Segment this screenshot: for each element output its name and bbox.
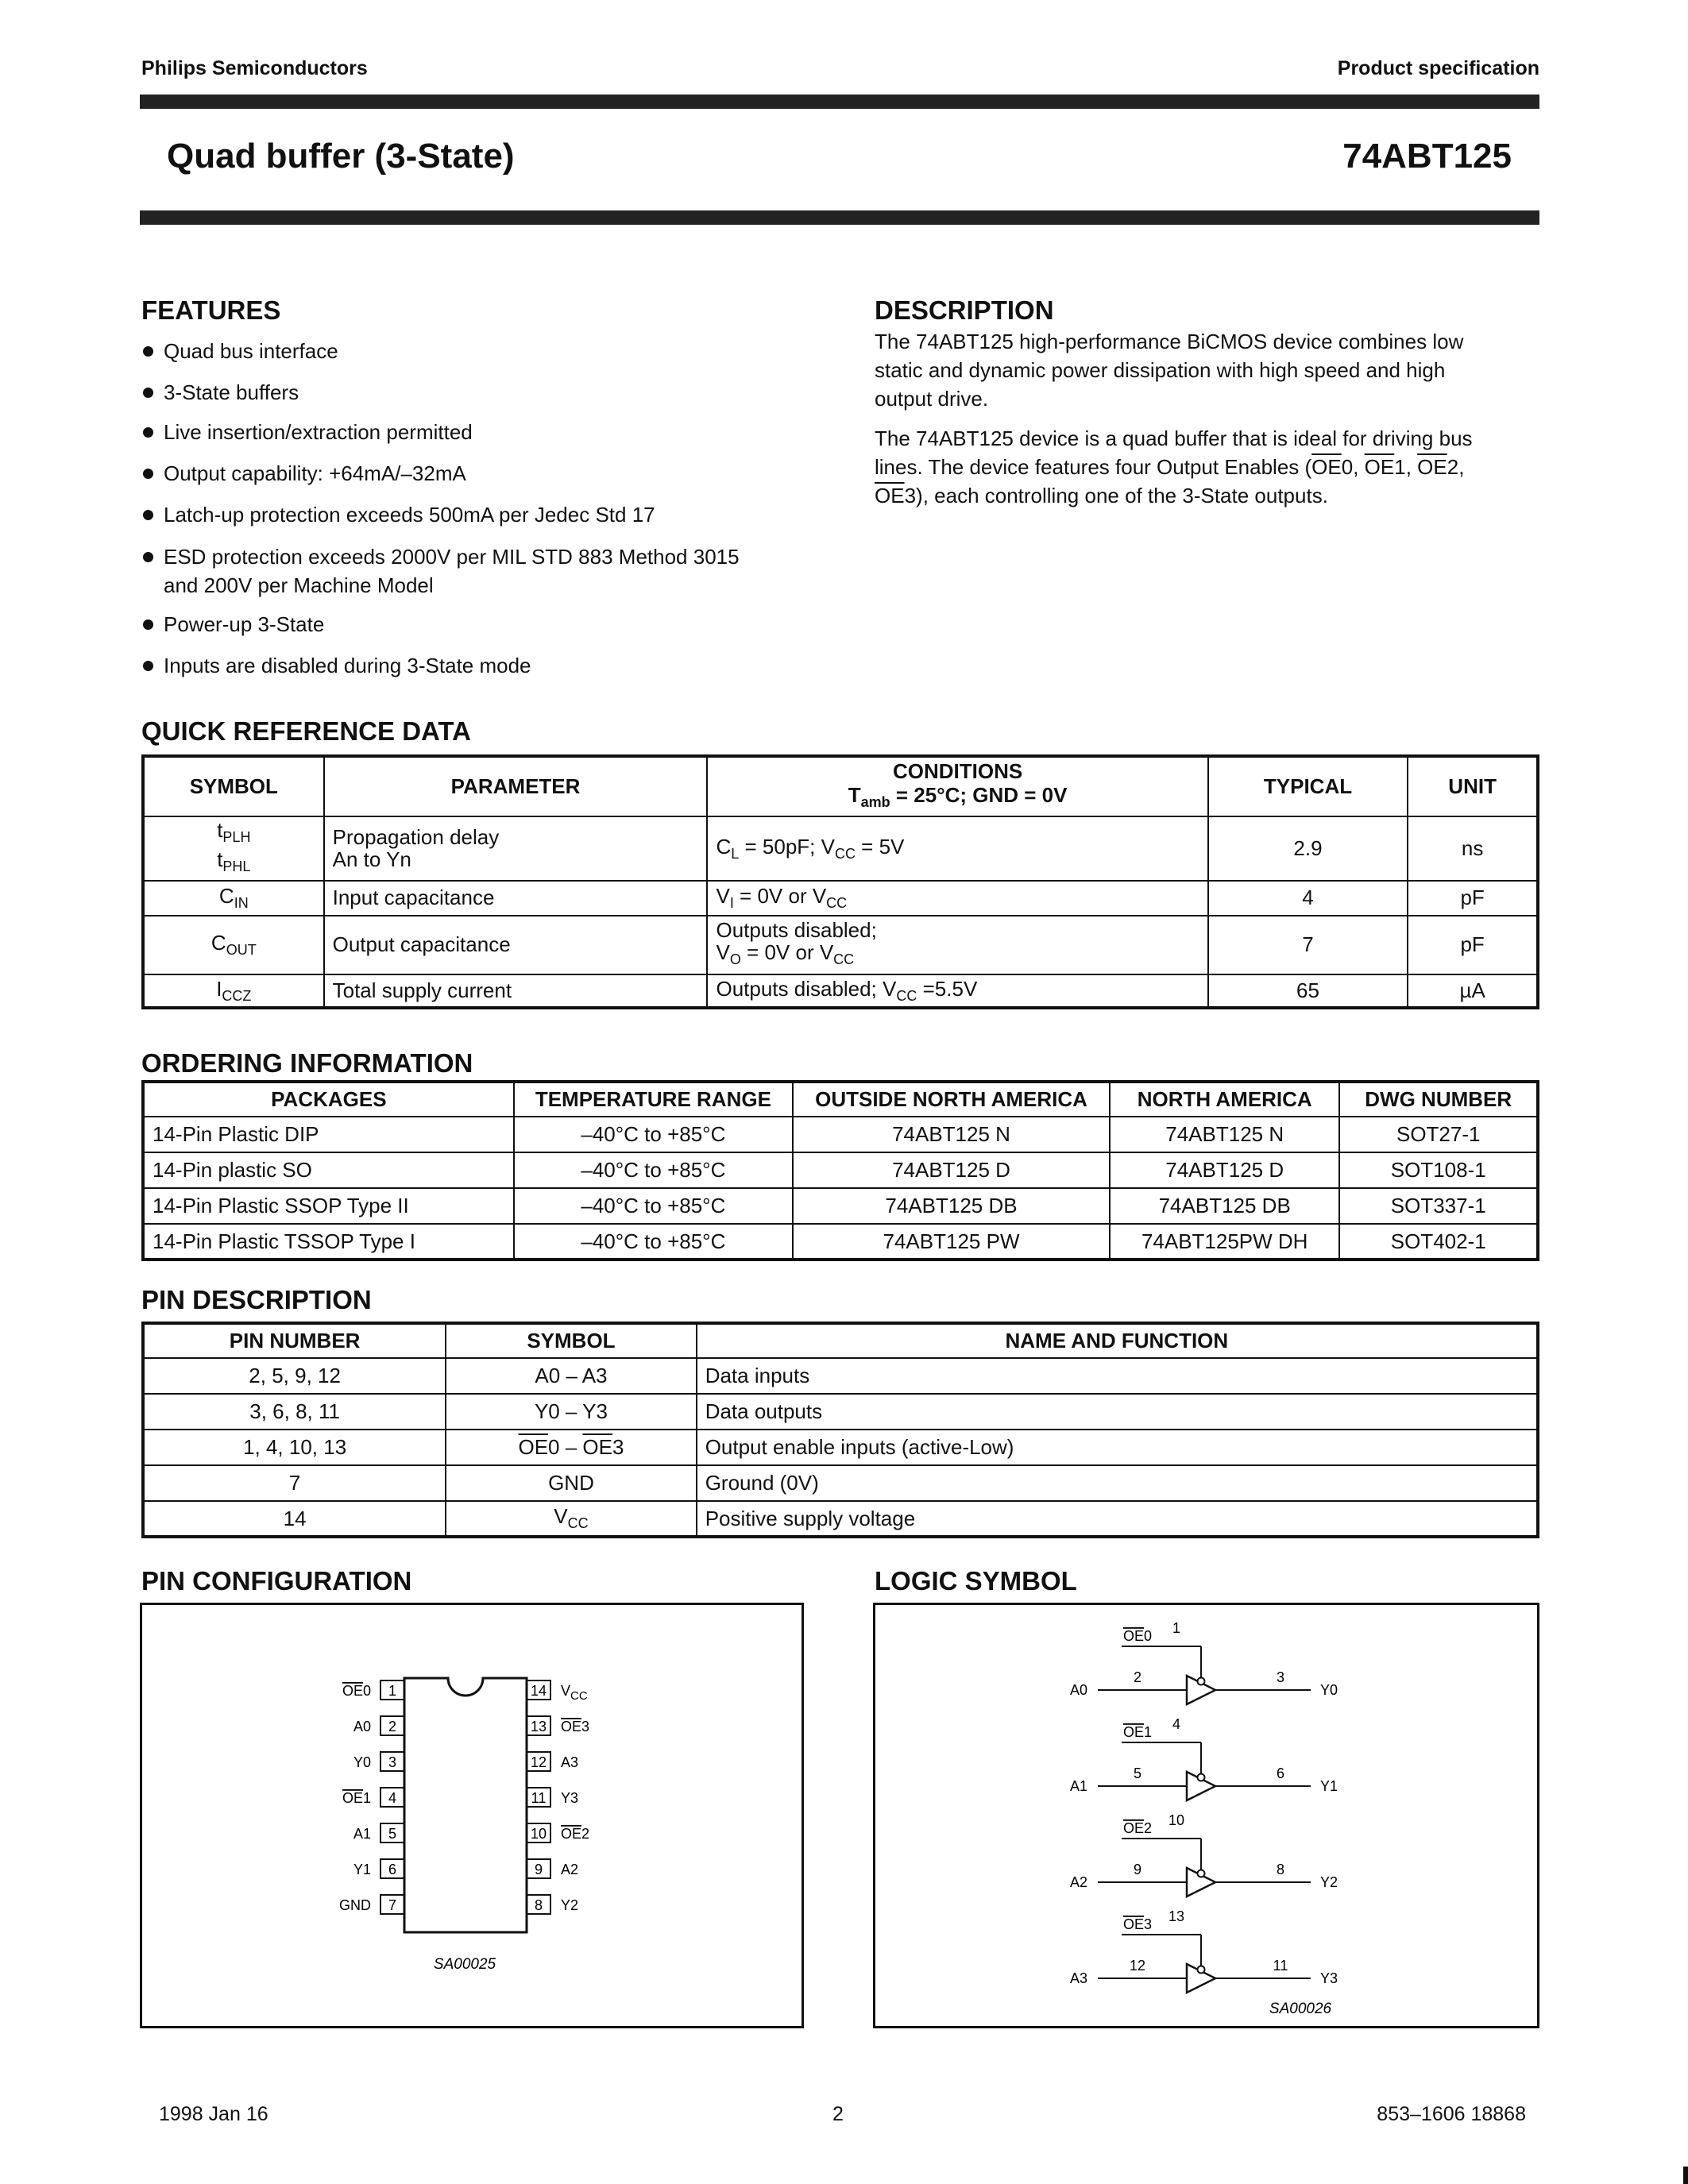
description-heading: DESCRIPTION bbox=[875, 295, 1054, 325]
logic-symbol-heading: LOGIC SYMBOL bbox=[875, 1566, 1077, 1596]
table-row: 14 $V_{CC}$ Positive supply voltage bbox=[143, 1501, 1538, 1537]
table-row: 14-Pin plastic SO –40°C to +85°C 74ABT125 D 74ABT125 D SOT108-1 bbox=[143, 1152, 1538, 1188]
pin-description-heading: PIN DESCRIPTION bbox=[141, 1285, 372, 1314]
buffer-gate bbox=[1070, 1620, 1338, 1704]
pin-config-figure bbox=[140, 1603, 804, 2028]
table-row: 14-Pin Plastic DIP –40°C to +85°C 74ABT125 N 74ABT125 N SOT27-1 bbox=[143, 1117, 1538, 1152]
pin-label: Y1 bbox=[353, 1862, 371, 1877]
input-label: A1 bbox=[1069, 1778, 1087, 1794]
feature-item: Live insertion/extraction permitted bbox=[141, 418, 473, 446]
enable-pin-number: 13 bbox=[1168, 1908, 1185, 1924]
pin-label: OE3 bbox=[561, 1719, 590, 1734]
output-pin-number: 6 bbox=[1276, 1765, 1285, 1781]
footer-doc-code: 853–1606 18868 bbox=[1377, 2103, 1526, 2125]
text-line: The 74ABT125 high-performance BiCMOS device combines low bbox=[875, 330, 1464, 353]
table-header-row bbox=[143, 756, 1538, 816]
col-header: NORTH AMERICA bbox=[1110, 1082, 1340, 1117]
dip-package-diagram bbox=[142, 1605, 802, 2026]
enable-label: OE3 bbox=[1123, 1916, 1153, 1932]
pin-number: 5 bbox=[388, 1826, 397, 1842]
pin-number: 11 bbox=[531, 1790, 547, 1806]
table-row: 2, 5, 9, 12 A0 – A3 Data inputs bbox=[143, 1358, 1538, 1394]
output-label: Y2 bbox=[1320, 1874, 1338, 1890]
table-row: 14-Pin Plastic SSOP Type II –40°C to +85°C 74ABT125 DB 74ABT125 DB SOT337-1 bbox=[143, 1188, 1538, 1224]
feature-item: 3-State buffers bbox=[141, 378, 299, 407]
logic-symbol-figure bbox=[873, 1603, 1539, 2028]
page-number: 2 bbox=[832, 2103, 844, 2125]
col-header: SYMBOL bbox=[446, 1323, 696, 1358]
right-pins bbox=[527, 1680, 589, 1914]
enable-label: OE2 bbox=[1123, 1820, 1153, 1836]
col-header: TEMPERATURE RANGE bbox=[514, 1082, 793, 1117]
col-header: PIN NUMBER bbox=[143, 1323, 446, 1358]
col-header: NAME AND FUNCTION bbox=[697, 1323, 1538, 1358]
page-title: Quad buffer (3-State) bbox=[167, 137, 515, 176]
feature-item: Quad bus interface bbox=[141, 337, 338, 365]
pin-number: 14 bbox=[530, 1683, 547, 1699]
pin-number: 3 bbox=[388, 1754, 397, 1770]
pin-number: 9 bbox=[534, 1862, 543, 1877]
table-row: $C_{OUT}$ Output capacitance Outputs disabled; $V_O = 0V$ or $V_{CC}$ 7 pF bbox=[143, 916, 1538, 974]
left-pins bbox=[339, 1680, 404, 1914]
pin-label: Y0 bbox=[353, 1754, 371, 1770]
pin-number: 8 bbox=[534, 1897, 543, 1913]
input-label: A3 bbox=[1069, 1970, 1087, 1986]
pin-label: OE1 bbox=[342, 1790, 371, 1806]
pin-label: A1 bbox=[353, 1826, 371, 1842]
text-line: $\overline{OE}3$), each controlling one of the 3-State outputs. bbox=[875, 484, 1328, 507]
input-pin-number: 9 bbox=[1133, 1862, 1142, 1877]
col-header: CONDITIONS $T_{amb} = 25^\circ C$; GND = 0V bbox=[707, 756, 1207, 816]
pin-label: OE0 bbox=[342, 1683, 371, 1699]
inversion-bubble bbox=[1198, 1774, 1205, 1781]
pin-label: A0 bbox=[353, 1719, 371, 1734]
col-header: PACKAGES bbox=[143, 1082, 514, 1117]
pin-label: A2 bbox=[561, 1862, 579, 1877]
description-para-1 bbox=[875, 327, 1534, 413]
enable-pin-number: 10 bbox=[1168, 1812, 1185, 1828]
inversion-bubble bbox=[1198, 1678, 1205, 1685]
table-header-row bbox=[143, 1082, 1538, 1117]
pin-config-heading: PIN CONFIGURATION bbox=[141, 1566, 412, 1596]
output-pin-number: 11 bbox=[1273, 1958, 1288, 1974]
pin-description-table bbox=[141, 1322, 1539, 1538]
pin-label: Y2 bbox=[561, 1897, 579, 1913]
feature-item: Inputs are disabled during 3-State mode bbox=[141, 651, 531, 680]
doc-type: Product specification bbox=[1337, 57, 1539, 79]
enable-label: OE0 bbox=[1123, 1628, 1153, 1644]
feature-text-cont: and 200V per Machine Model bbox=[164, 573, 434, 597]
description-para-2 bbox=[875, 424, 1534, 510]
quick-ref-table bbox=[141, 754, 1539, 1009]
footer-date: 1998 Jan 16 bbox=[159, 2103, 268, 2125]
features-heading: FEATURES bbox=[141, 295, 281, 325]
output-label: Y0 bbox=[1320, 1682, 1338, 1698]
quick-ref-heading: QUICK REFERENCE DATA bbox=[141, 716, 471, 746]
pin-number: 2 bbox=[388, 1719, 397, 1734]
pin-number: 12 bbox=[530, 1754, 547, 1770]
figure-code: SA00025 bbox=[433, 1956, 496, 1973]
pin-label: OE2 bbox=[561, 1826, 590, 1842]
pin-label: GND bbox=[339, 1897, 371, 1913]
pin-number: 1 bbox=[388, 1683, 397, 1699]
table-row: 14-Pin Plastic TSSOP Type I –40°C to +85°C 74ABT125 PW 74ABT125PW DH SOT402-1 bbox=[143, 1224, 1538, 1260]
pin-number: 4 bbox=[388, 1790, 397, 1806]
pin-label: Y3 bbox=[561, 1790, 579, 1806]
table-row: 1, 4, 10, 13 $\overline{OE}0 - \overline{OE}3$ Output enable inputs (active-Low) bbox=[143, 1430, 1538, 1465]
pin-label: A3 bbox=[561, 1754, 579, 1770]
table-row: 3, 6, 8, 11 Y0 – Y3 Data outputs bbox=[143, 1394, 1538, 1430]
table-header-row bbox=[143, 1323, 1538, 1358]
enable-pin-number: 4 bbox=[1172, 1716, 1181, 1732]
enable-label: OE1 bbox=[1123, 1724, 1153, 1740]
table-row: 7 GND Ground (0V) bbox=[143, 1465, 1538, 1501]
ordering-heading: ORDERING INFORMATION bbox=[141, 1048, 473, 1078]
buffer-gate bbox=[1070, 1716, 1338, 1800]
table-row: $t_{PLH}$ $t_{PHL}$ Propagation delay An to Yn $C_L = 50pF$; $V_{CC} = 5V$ 2.9 ns bbox=[143, 816, 1538, 880]
header-rule-bottom bbox=[140, 210, 1539, 225]
input-label: A2 bbox=[1069, 1874, 1087, 1890]
table-row: $I_{CCZ}$ Total supply current Outputs disabled; $V_{CC} =5.5V$ 65 µA bbox=[143, 974, 1538, 1008]
output-label: Y3 bbox=[1320, 1970, 1338, 1986]
col-header: DWG NUMBER bbox=[1339, 1082, 1538, 1117]
col-header: SYMBOL bbox=[143, 756, 324, 816]
table-row: $C_{IN}$ Input capacitance $V_I = 0V$ or $V_{CC}$ 4 pF bbox=[143, 881, 1538, 916]
buffer-gates bbox=[1070, 1620, 1338, 1993]
feature-item: Power-up 3-State bbox=[141, 610, 324, 639]
input-pin-number: 2 bbox=[1133, 1669, 1142, 1685]
output-label: Y1 bbox=[1320, 1778, 1338, 1794]
col-header: OUTSIDE NORTH AMERICA bbox=[793, 1082, 1110, 1117]
company-name: Philips Semiconductors bbox=[141, 57, 368, 79]
pin-number: 6 bbox=[388, 1862, 397, 1877]
logic-symbol-diagram bbox=[875, 1605, 1537, 2026]
text-line: lines. The device features four Output Enables ($\overline{OE}0$, $\overline{OE}1$, $\overline{OE}2$, bbox=[875, 455, 1465, 479]
feature-item: Latch-up protection exceeds 500mA per Jedec Std 17 bbox=[141, 500, 655, 529]
text-line: The 74ABT125 device is a quad buffer that is ideal for driving bus bbox=[875, 426, 1473, 450]
feature-item bbox=[141, 542, 740, 600]
text-line: output drive. bbox=[875, 387, 989, 411]
ordering-table bbox=[141, 1080, 1539, 1261]
inversion-bubble bbox=[1198, 1966, 1205, 1974]
output-pin-number: 8 bbox=[1276, 1862, 1285, 1877]
header-rule-top bbox=[140, 95, 1539, 109]
input-pin-number: 5 bbox=[1133, 1765, 1142, 1781]
input-pin-number: 12 bbox=[1129, 1958, 1146, 1974]
feature-item: Output capability: +64mA/–32mA bbox=[141, 459, 466, 488]
package-outline bbox=[404, 1678, 527, 1932]
buffer-gate bbox=[1070, 1812, 1338, 1897]
corner-mark bbox=[1683, 2167, 1688, 2184]
pin-label: $V_{CC}$ bbox=[561, 1683, 588, 1703]
pin-number: 10 bbox=[530, 1826, 547, 1842]
pin-number: 7 bbox=[388, 1897, 397, 1913]
col-header: PARAMETER bbox=[324, 756, 708, 816]
part-number: 74ABT125 bbox=[1342, 137, 1512, 176]
inversion-bubble bbox=[1198, 1870, 1205, 1877]
feature-text: ESD protection exceeds 2000V per MIL STD 883 Method 3015 bbox=[164, 545, 740, 569]
text-line: static and dynamic power dissipation with high speed and high bbox=[875, 358, 1446, 382]
enable-pin-number: 1 bbox=[1172, 1620, 1181, 1636]
input-label: A0 bbox=[1069, 1682, 1087, 1698]
pin-number: 13 bbox=[530, 1719, 547, 1734]
buffer-gate bbox=[1070, 1908, 1338, 1993]
col-header: TYPICAL bbox=[1208, 756, 1408, 816]
output-pin-number: 3 bbox=[1276, 1669, 1285, 1685]
col-header: UNIT bbox=[1408, 756, 1538, 816]
figure-code: SA00026 bbox=[1269, 2001, 1332, 2017]
